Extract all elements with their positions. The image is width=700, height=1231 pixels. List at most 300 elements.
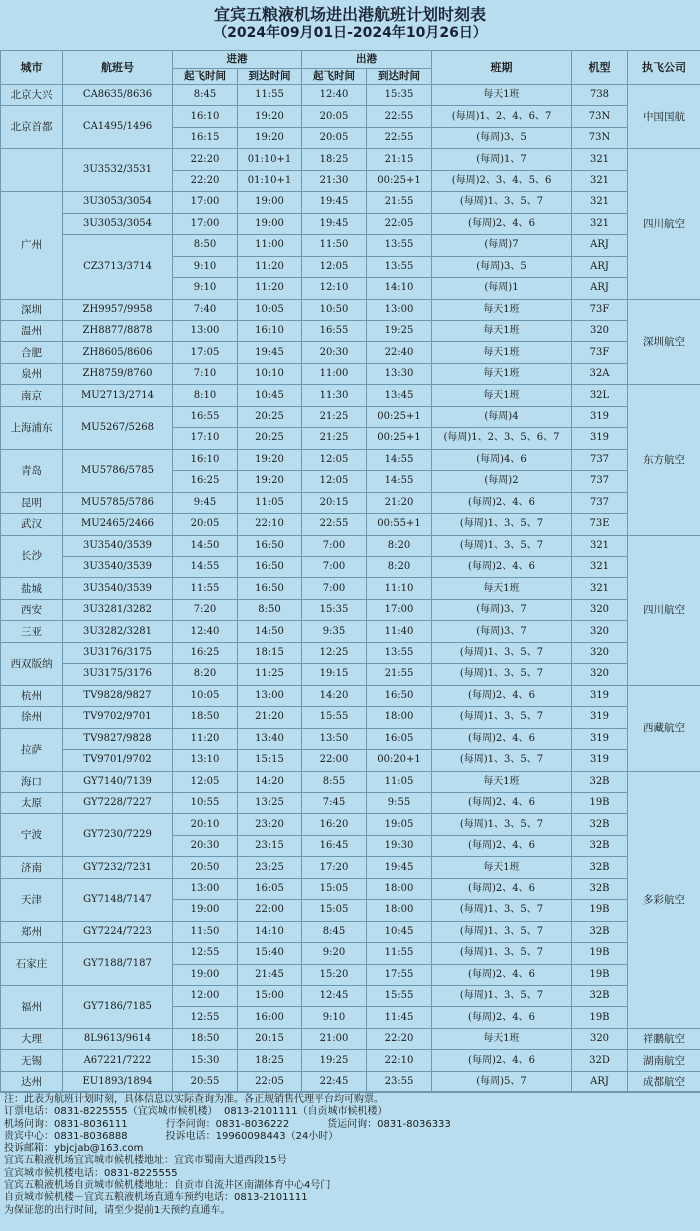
city-cell: 昆明 (1, 492, 63, 513)
arrival-arrive-time: 11:25 (238, 664, 302, 685)
departure-arrive-time: 00:25+1 (367, 428, 432, 449)
flight-number-cell: GY7148/7147 (63, 878, 173, 921)
table-row (1, 363, 700, 384)
departure-arrive-time: 13:55 (367, 642, 432, 663)
flight-number-cell: GY7140/7139 (63, 771, 173, 792)
departure-departure-time: 11:00 (302, 363, 367, 384)
table-row (1, 771, 700, 792)
flight-number-cell: 3U3532/3531 (63, 149, 173, 192)
city-cell: 西安 (1, 599, 63, 620)
aircraft-cell: 32B (572, 835, 628, 856)
departure-departure-time: 19:45 (302, 213, 367, 234)
table-row (1, 406, 700, 427)
schedule-cell: (每周)1、3、5、7 (432, 814, 572, 835)
col-city: 城市 (1, 51, 63, 85)
arrival-arrive-time: 23:20 (238, 814, 302, 835)
departure-arrive-time: 18:00 (367, 878, 432, 899)
departure-departure-time: 22:00 (302, 750, 367, 771)
schedule-cell: (每周)3、5 (432, 127, 572, 148)
arrival-arrive-time: 20:25 (238, 406, 302, 427)
departure-departure-time: 7:00 (302, 535, 367, 556)
flight-number-cell: CA1495/1496 (63, 106, 173, 149)
arrival-departure-time: 19:00 (173, 964, 238, 985)
flight-number-cell: ZH8605/8606 (63, 342, 173, 363)
aircraft-cell: 32B (572, 878, 628, 899)
aircraft-cell: 320 (572, 1028, 628, 1049)
table-row (1, 943, 700, 964)
schedule-cell: (每周)2 (432, 471, 572, 492)
departure-departure-time: 20:05 (302, 106, 367, 127)
aircraft-cell: 319 (572, 406, 628, 427)
note-line (4, 1180, 696, 1192)
arrival-departure-time: 16:10 (173, 449, 238, 470)
departure-arrive-time: 11:05 (367, 771, 432, 792)
departure-departure-time: 16:45 (302, 835, 367, 856)
departure-departure-time: 9:10 (302, 1007, 367, 1028)
city-cell: 南京 (1, 385, 63, 406)
aircraft-cell: ARJ (572, 1071, 628, 1092)
schedule-cell: (每周)2、4、6 (432, 1050, 572, 1071)
note-line (4, 1192, 696, 1204)
departure-arrive-time: 00:25+1 (367, 406, 432, 427)
departure-departure-time: 9:35 (302, 621, 367, 642)
schedule-cell: (每周)2、4、6 (432, 728, 572, 749)
notes-section (0, 1091, 700, 1231)
city-cell: 无锡 (1, 1050, 63, 1071)
departure-departure-time: 11:30 (302, 385, 367, 406)
flight-number-cell: MU2713/2714 (63, 385, 173, 406)
aircraft-cell: ARJ (572, 256, 628, 277)
departure-departure-time: 18:25 (302, 149, 367, 170)
schedule-cell: (每周)3、7 (432, 599, 572, 620)
schedule-cell: (每周)1、3、5、7 (432, 900, 572, 921)
schedule-cell: 每天1班 (432, 771, 572, 792)
airline-cell: 中国国航 (628, 85, 700, 149)
arrival-departure-time: 9:10 (173, 278, 238, 299)
aircraft-cell: 321 (572, 213, 628, 234)
note-text: 订票电话：0831-8225555（宜宾城市候机楼） 0813-2101111（自贡城市候机楼） (4, 1106, 388, 1118)
city-cell: 达州 (1, 1071, 63, 1092)
departure-arrive-time: 18:00 (367, 707, 432, 728)
city-cell: 温州 (1, 320, 63, 341)
table-row (1, 707, 700, 728)
col-schedule: 班期 (432, 51, 572, 85)
departure-departure-time: 19:25 (302, 1050, 367, 1071)
aircraft-cell: 320 (572, 664, 628, 685)
schedule-cell: (每周)5、7 (432, 1071, 572, 1092)
flight-number-cell: MU5267/5268 (63, 406, 173, 449)
arrival-arrive-time: 14:10 (238, 921, 302, 942)
table-row (1, 556, 700, 577)
flight-number-cell: TV9827/9828 (63, 728, 173, 749)
departure-departure-time: 12:40 (302, 85, 367, 106)
table-row (1, 642, 700, 663)
arrival-arrive-time: 21:20 (238, 707, 302, 728)
flight-number-cell: 8L9613/9614 (63, 1028, 173, 1049)
arrival-departure-time: 9:10 (173, 256, 238, 277)
arrival-departure-time: 22:20 (173, 149, 238, 170)
arrival-departure-time: 12:55 (173, 1007, 238, 1028)
aircraft-cell: 19B (572, 792, 628, 813)
table-row (1, 857, 700, 878)
departure-departure-time: 15:35 (302, 599, 367, 620)
arrival-departure-time: 16:25 (173, 642, 238, 663)
arrival-arrive-time: 23:25 (238, 857, 302, 878)
departure-arrive-time: 22:55 (367, 106, 432, 127)
flight-number-cell: MU2465/2466 (63, 514, 173, 535)
arrival-arrive-time: 19:20 (238, 449, 302, 470)
city-cell: 福州 (1, 986, 63, 1029)
table-row (1, 514, 700, 535)
schedule-cell: (每周)2、4、6 (432, 964, 572, 985)
arrival-departure-time: 7:10 (173, 363, 238, 384)
departure-departure-time: 10:50 (302, 299, 367, 320)
airline-cell: 四川航空 (628, 149, 700, 299)
arrival-arrive-time: 23:15 (238, 835, 302, 856)
arrival-departure-time: 17:05 (173, 342, 238, 363)
table-row (1, 986, 700, 1007)
page-subtitle: （2024年09月01日-2024年10月26日） (213, 25, 487, 41)
departure-arrive-time: 21:55 (367, 664, 432, 685)
flight-number-cell: 3U3175/3176 (63, 664, 173, 685)
aircraft-cell: 320 (572, 642, 628, 663)
departure-arrive-time: 11:10 (367, 578, 432, 599)
schedule-cell: 每天1班 (432, 363, 572, 384)
departure-arrive-time: 17:00 (367, 599, 432, 620)
arrival-arrive-time: 16:50 (238, 556, 302, 577)
departure-arrive-time: 13:30 (367, 363, 432, 384)
arrival-arrive-time: 10:05 (238, 299, 302, 320)
table-row (1, 792, 700, 813)
arrival-arrive-time: 16:10 (238, 320, 302, 341)
arrival-departure-time: 17:00 (173, 213, 238, 234)
aircraft-cell: 32D (572, 1050, 628, 1071)
note-text: 行李问询：0831-8036222 (165, 1118, 290, 1130)
note-line (4, 1205, 696, 1217)
airline-cell: 深圳航空 (628, 299, 700, 385)
schedule-cell: (每周)4 (432, 406, 572, 427)
city-cell: 石家庄 (1, 943, 63, 986)
arrival-departure-time: 11:55 (173, 578, 238, 599)
arrival-departure-time: 7:40 (173, 299, 238, 320)
aircraft-cell: 320 (572, 599, 628, 620)
aircraft-cell: 73N (572, 127, 628, 148)
arrival-arrive-time: 14:20 (238, 771, 302, 792)
departure-arrive-time: 22:05 (367, 213, 432, 234)
departure-arrive-time: 13:00 (367, 299, 432, 320)
schedule-cell: 每天1班 (432, 578, 572, 599)
table-row (1, 728, 700, 749)
flight-number-cell: GY7224/7223 (63, 921, 173, 942)
table-row (1, 106, 700, 127)
departure-departure-time: 12:05 (302, 449, 367, 470)
departure-departure-time: 15:05 (302, 900, 367, 921)
arrival-arrive-time: 13:00 (238, 685, 302, 706)
departure-arrive-time: 19:45 (367, 857, 432, 878)
arrival-departure-time: 18:50 (173, 1028, 238, 1049)
departure-departure-time: 8:45 (302, 921, 367, 942)
aircraft-cell: 32B (572, 986, 628, 1007)
flight-number-cell: ZH8759/8760 (63, 363, 173, 384)
note-text: 投诉电话：19960098443（24小时） (165, 1130, 339, 1142)
departure-arrive-time: 00:20+1 (367, 750, 432, 771)
departure-departure-time: 9:20 (302, 943, 367, 964)
arrival-departure-time: 7:20 (173, 599, 238, 620)
city-cell: 广州 (1, 192, 63, 299)
departure-departure-time: 7:00 (302, 556, 367, 577)
schedule-cell: (每周)1 (432, 278, 572, 299)
aircraft-cell: 737 (572, 449, 628, 470)
departure-arrive-time: 11:45 (367, 1007, 432, 1028)
table-row (1, 492, 700, 513)
schedule-cell: (每周)2、4、6 (432, 492, 572, 513)
arrival-departure-time: 12:55 (173, 943, 238, 964)
aircraft-cell: 320 (572, 621, 628, 642)
departure-arrive-time: 22:40 (367, 342, 432, 363)
flight-number-cell: ZH9957/9958 (63, 299, 173, 320)
table-row (1, 235, 700, 256)
departure-departure-time: 19:15 (302, 664, 367, 685)
schedule-cell: (每周)1、2、4、6、7 (432, 106, 572, 127)
flight-number-cell: GY7186/7185 (63, 986, 173, 1029)
arrival-arrive-time: 19:20 (238, 106, 302, 127)
arrival-arrive-time: 19:45 (238, 342, 302, 363)
table-row (1, 578, 700, 599)
col-arrival: 进港 (173, 51, 302, 69)
aircraft-cell: 321 (572, 578, 628, 599)
schedule-cell: (每周)1、3、5、7 (432, 642, 572, 663)
arrival-arrive-time: 13:40 (238, 728, 302, 749)
schedule-cell: (每周)2、3、4、5、6 (432, 170, 572, 191)
schedule-cell: (每周)1、3、5、7 (432, 986, 572, 1007)
schedule-cell: 每天1班 (432, 857, 572, 878)
schedule-cell: (每周)1、7 (432, 149, 572, 170)
table-row (1, 1050, 700, 1071)
arrival-departure-time: 8:10 (173, 385, 238, 406)
departure-arrive-time: 14:10 (367, 278, 432, 299)
city-cell: 天津 (1, 878, 63, 921)
departure-departure-time: 20:05 (302, 127, 367, 148)
departure-arrive-time: 8:20 (367, 535, 432, 556)
arrival-arrive-time: 15:00 (238, 986, 302, 1007)
table-row (1, 1071, 700, 1092)
aircraft-cell: 32B (572, 857, 628, 878)
departure-arrive-time: 14:55 (367, 449, 432, 470)
departure-arrive-time: 11:40 (367, 621, 432, 642)
city-cell: 长沙 (1, 535, 63, 578)
departure-departure-time: 11:50 (302, 235, 367, 256)
arrival-arrive-time: 16:05 (238, 878, 302, 899)
table-row (1, 921, 700, 942)
note-text: 注：此表为航班计划时刻，具体信息以实际查询为准。各正规销售代理平台均可购票。 (4, 1094, 384, 1105)
schedule-cell: 每天1班 (432, 385, 572, 406)
airline-cell: 湖南航空 (628, 1050, 700, 1071)
departure-departure-time: 21:25 (302, 428, 367, 449)
aircraft-cell: 32B (572, 814, 628, 835)
arrival-departure-time: 16:25 (173, 471, 238, 492)
arrival-arrive-time: 13:25 (238, 792, 302, 813)
schedule-table (0, 50, 700, 1093)
schedule-cell: (每周)1、2、3、5、6、7 (432, 428, 572, 449)
city-cell (1, 149, 63, 192)
arrival-arrive-time: 11:55 (238, 85, 302, 106)
departure-departure-time: 15:20 (302, 964, 367, 985)
note-text: 宜宾城市候机楼电话：0831-8225555 (4, 1167, 178, 1179)
arrival-arrive-time: 01:10+1 (238, 149, 302, 170)
schedule-cell: (每周)2、4、6 (432, 213, 572, 234)
arrival-departure-time: 14:55 (173, 556, 238, 577)
aircraft-cell: 319 (572, 707, 628, 728)
note-text: 自贡城市候机楼－宜宾五粮液机场直通车预约电话：0813-2101111 (4, 1192, 308, 1204)
note-line (4, 1106, 696, 1118)
note-text: 宜宾五粮液机场自贡城市候机楼地址：自贡市自流井区南湖体育中心4号门 (4, 1180, 331, 1192)
aircraft-cell: 19B (572, 1007, 628, 1028)
city-cell: 青岛 (1, 449, 63, 492)
city-cell: 西双版纳 (1, 642, 63, 685)
arrival-arrive-time: 16:50 (238, 578, 302, 599)
departure-arrive-time: 13:45 (367, 385, 432, 406)
arrival-arrive-time: 11:20 (238, 278, 302, 299)
departure-arrive-time: 8:20 (367, 556, 432, 577)
arrival-departure-time: 17:10 (173, 428, 238, 449)
arrival-arrive-time: 16:00 (238, 1007, 302, 1028)
note-line (4, 1094, 696, 1106)
aircraft-cell: 32A (572, 363, 628, 384)
flight-number-cell: GY7232/7231 (63, 857, 173, 878)
arrival-departure-time: 11:20 (173, 728, 238, 749)
note-text: 货运问询：0831-8036333 (327, 1118, 451, 1130)
departure-departure-time: 15:05 (302, 878, 367, 899)
arrival-departure-time: 8:45 (173, 85, 238, 106)
aircraft-cell: 321 (572, 192, 628, 213)
table-row (1, 385, 700, 406)
arrival-departure-time: 20:55 (173, 1071, 238, 1092)
arrival-arrive-time: 11:20 (238, 256, 302, 277)
arrival-arrive-time: 22:00 (238, 900, 302, 921)
note-text: 宜宾五粮液机场宜宾城市候机楼地址：宜宾市蜀南大道西段15号 (4, 1155, 287, 1167)
city-cell: 宁波 (1, 814, 63, 857)
departure-arrive-time: 10:45 (367, 921, 432, 942)
departure-arrive-time: 21:15 (367, 149, 432, 170)
flight-number-cell: ZH8877/8878 (63, 320, 173, 341)
aircraft-cell: 738 (572, 85, 628, 106)
city-cell: 北京大兴 (1, 85, 63, 106)
col-flight: 航班号 (63, 51, 173, 85)
aircraft-cell: 32L (572, 385, 628, 406)
city-cell: 徐州 (1, 707, 63, 728)
aircraft-cell: 319 (572, 728, 628, 749)
city-cell: 合肥 (1, 342, 63, 363)
flight-number-cell: A67221/7222 (63, 1050, 173, 1071)
aircraft-cell: 319 (572, 685, 628, 706)
arrival-departure-time: 14:50 (173, 535, 238, 556)
arrival-arrive-time: 20:25 (238, 428, 302, 449)
airline-cell: 东方航空 (628, 385, 700, 535)
col-out-arr-time: 到达时间 (367, 69, 432, 85)
arrival-departure-time: 8:20 (173, 664, 238, 685)
departure-departure-time: 12:10 (302, 278, 367, 299)
aircraft-cell: 320 (572, 320, 628, 341)
arrival-arrive-time: 15:15 (238, 750, 302, 771)
departure-departure-time: 17:20 (302, 857, 367, 878)
arrival-arrive-time: 10:10 (238, 363, 302, 384)
table-row (1, 535, 700, 556)
departure-arrive-time: 21:55 (367, 192, 432, 213)
departure-departure-time: 15:55 (302, 707, 367, 728)
departure-departure-time: 14:20 (302, 685, 367, 706)
table-row (1, 750, 700, 771)
departure-departure-time: 8:55 (302, 771, 367, 792)
page-title: 宜宾五粮液机场进出港航班计划时刻表 (213, 5, 486, 24)
flight-number-cell: 3U3176/3175 (63, 642, 173, 663)
table-row (1, 814, 700, 835)
arrival-departure-time: 10:05 (173, 685, 238, 706)
table-row (1, 449, 700, 470)
departure-arrive-time: 21:20 (367, 492, 432, 513)
schedule-cell: (每周)1、3、5、7 (432, 921, 572, 942)
note-text: 贵宾中心：0831-8036888 (4, 1130, 128, 1142)
flight-number-cell: EU1893/1894 (63, 1071, 173, 1092)
city-cell: 海口 (1, 771, 63, 792)
flight-number-cell: CZ3713/3714 (63, 235, 173, 299)
col-in-arr-time: 到达时间 (238, 69, 302, 85)
note-line (4, 1131, 696, 1143)
table-row (1, 685, 700, 706)
schedule-cell: (每周)4、6 (432, 449, 572, 470)
col-airline: 执飞公司 (628, 51, 700, 85)
table-row (1, 213, 700, 234)
table-row (1, 342, 700, 363)
schedule-cell: (每周)1、3、5、7 (432, 664, 572, 685)
city-cell: 济南 (1, 857, 63, 878)
aircraft-cell: 319 (572, 428, 628, 449)
schedule-cell: 每天1班 (432, 1028, 572, 1049)
city-cell: 杭州 (1, 685, 63, 706)
table-row (1, 664, 700, 685)
airline-cell: 四川航空 (628, 535, 700, 685)
arrival-departure-time: 17:00 (173, 192, 238, 213)
flight-number-cell: TV9828/9827 (63, 685, 173, 706)
city-cell: 大理 (1, 1028, 63, 1049)
flight-number-cell: 3U3053/3054 (63, 213, 173, 234)
arrival-arrive-time: 19:20 (238, 471, 302, 492)
arrival-departure-time: 13:10 (173, 750, 238, 771)
table-row (1, 878, 700, 899)
departure-arrive-time: 22:55 (367, 127, 432, 148)
arrival-departure-time: 20:30 (173, 835, 238, 856)
flight-number-cell: 3U3540/3539 (63, 535, 173, 556)
flight-number-cell: TV9702/9701 (63, 707, 173, 728)
col-out-dep-time: 起飞时间 (302, 69, 367, 85)
col-in-dep-time: 起飞时间 (173, 69, 238, 85)
table-row (1, 320, 700, 341)
arrival-arrive-time: 8:50 (238, 599, 302, 620)
city-cell: 郑州 (1, 921, 63, 942)
departure-departure-time: 12:45 (302, 986, 367, 1007)
schedule-cell: (每周)2、4、6 (432, 878, 572, 899)
arrival-departure-time: 8:50 (173, 235, 238, 256)
arrival-departure-time: 12:05 (173, 771, 238, 792)
note-line (4, 1143, 696, 1155)
schedule-body (1, 85, 700, 1093)
flight-number-cell: 3U3540/3539 (63, 556, 173, 577)
departure-arrive-time: 11:55 (367, 943, 432, 964)
departure-arrive-time: 00:55+1 (367, 514, 432, 535)
departure-arrive-time: 19:25 (367, 320, 432, 341)
arrival-departure-time: 16:15 (173, 127, 238, 148)
departure-departure-time: 7:45 (302, 792, 367, 813)
schedule-cell: 每天1班 (432, 342, 572, 363)
